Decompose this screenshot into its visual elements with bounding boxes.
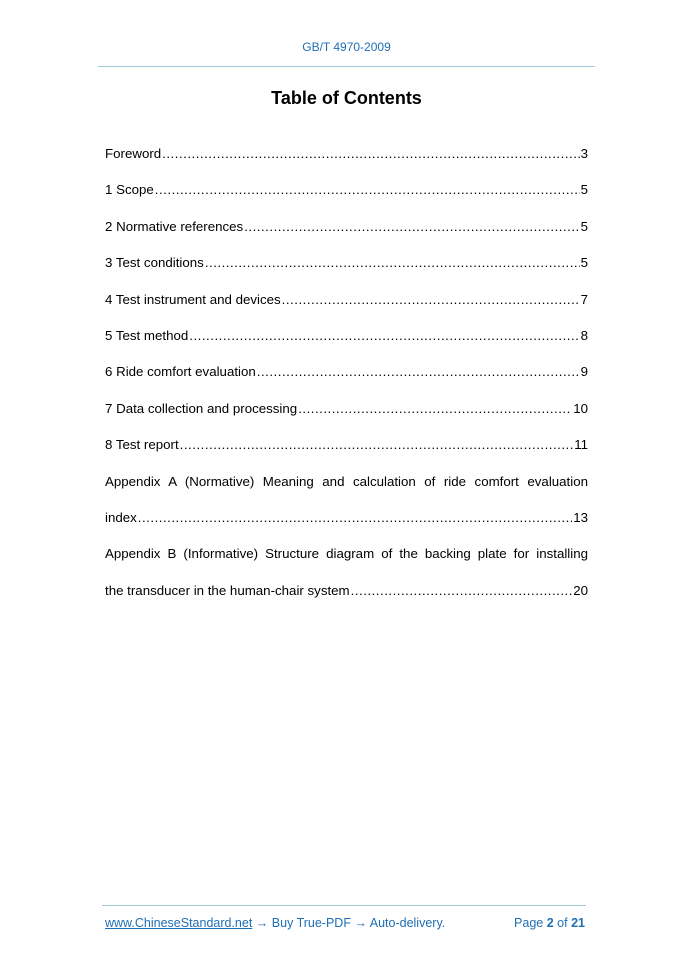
toc-entry-page: 5 [580,255,588,271]
of-word: of [557,916,568,930]
page-title: Table of Contents [271,88,422,108]
page-word: Page [514,916,544,930]
site-link[interactable]: www.ChineseStandard.net [105,916,253,930]
toc-entry-label: 1 Scope [105,182,154,198]
toc-entry-test-report[interactable] [105,435,588,471]
toc-entry-ride-comfort-evaluation[interactable] [105,362,588,398]
toc-entry-appendix-a[interactable] [105,472,588,545]
toc-entry-label: 8 Test report [105,437,179,453]
current-page: 2 [546,916,554,930]
buy-pdf-text: Buy True-PDF [271,916,351,930]
appendix-b-title-line1: Appendix B (Informative) Structure diagram of the backing plate for installing [105,546,588,562]
arrow-right-icon: → [255,916,269,930]
footer-divider [102,905,586,906]
toc-leader-dots [244,217,579,237]
toc-entry-test-conditions[interactable] [105,253,588,289]
toc-entry-label: 6 Ride comfort evaluation [105,364,256,380]
toc-entry-appendix-b[interactable] [105,544,588,617]
document-id: GB/T 4970-2009 [302,40,391,54]
toc-entry-page: 3 [580,146,588,161]
toc-entry-page: 7 [580,291,588,307]
toc-entry-label: index [105,509,137,525]
toc-entry-label: the transducer in the human-chair system [105,582,350,598]
toc-entry-test-method[interactable] [105,326,588,362]
toc-entry-data-collection[interactable] [105,399,588,435]
toc-entry-page: 11 [574,437,588,453]
toc-leader-dots [155,180,580,200]
toc-leader-dots [282,290,580,310]
toc-entry-label: 7 Data collection and processing [105,400,298,416]
toc-leader-dots [189,326,579,346]
toc-entry-page: 5 [580,218,588,234]
toc-entry-page: 8 [580,327,588,343]
footer-promo [105,916,445,930]
page-number [514,916,585,930]
toc-leader-dots [298,399,572,419]
toc-entry-normative-references[interactable] [105,217,588,253]
toc-entry-page: 10 [573,400,588,416]
delivery-text: Auto-delivery. [369,916,446,930]
toc-entry-label-line1 [105,544,588,580]
toc-entry-label: 5 Test method [105,327,189,343]
toc-entry-label-line1 [105,472,588,508]
toc-leader-dots [162,144,579,164]
toc-leader-dots [257,362,580,382]
toc-leader-dots [351,581,573,601]
table-of-contents [105,144,588,617]
toc-entry-label: 2 Normative references [105,218,244,234]
appendix-a-title-line1: Appendix A (Normative) Meaning and calculation of ride comfort evaluation [105,473,588,489]
toc-entry-line2 [105,581,588,617]
toc-entry-page: 20 [573,582,588,598]
toc-entry-test-instrument[interactable] [105,290,588,326]
toc-entry-line2 [105,508,588,544]
total-pages: 21 [571,916,585,930]
toc-leader-dots [180,435,574,455]
toc-leader-dots [138,508,572,528]
toc-entry-page: 9 [580,364,588,380]
toc-entry-label: Foreword [105,146,162,161]
document-header [0,40,693,54]
toc-entry-label: 3 Test conditions [105,255,204,271]
toc-leader-dots [205,253,580,273]
toc-entry-scope[interactable] [105,180,588,216]
toc-entry-foreword[interactable] [105,144,588,180]
header-divider [98,66,595,67]
arrow-right-icon: → [354,916,367,930]
toc-entry-page: 13 [573,509,588,525]
toc-entry-label: 4 Test instrument and devices [105,291,281,307]
toc-entry-page: 5 [580,182,588,198]
